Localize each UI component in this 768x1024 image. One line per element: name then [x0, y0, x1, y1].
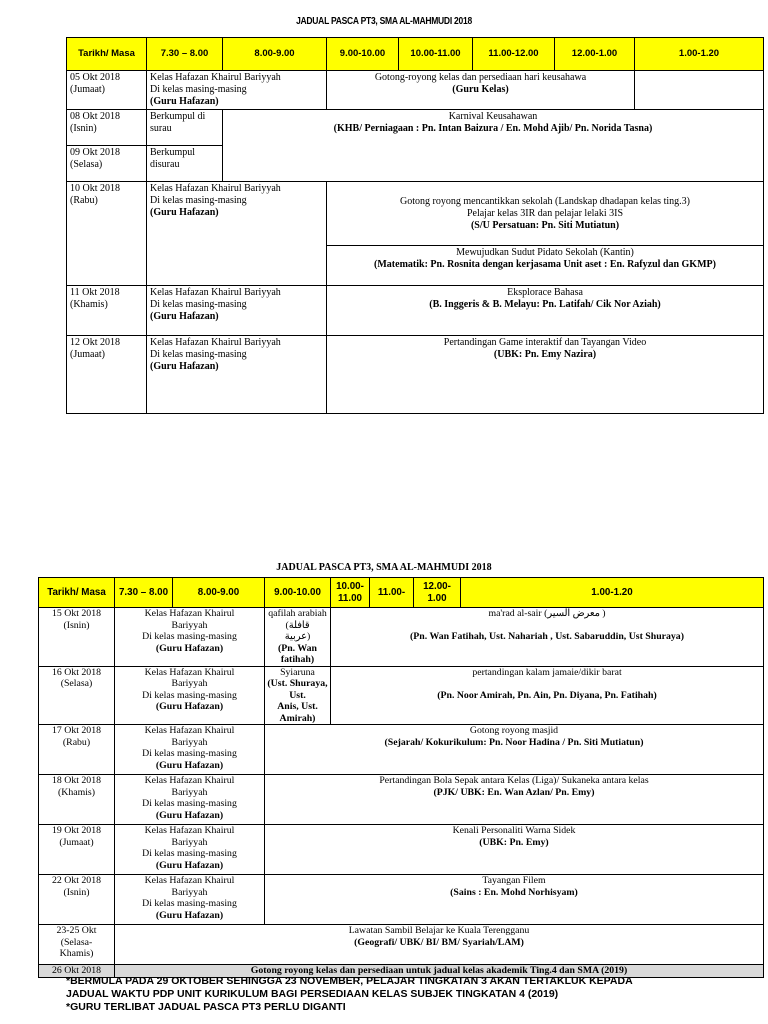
activity-cell	[327, 246, 764, 286]
activity-text: Karnival Keusahawan	[448, 111, 538, 122]
table-row	[39, 875, 764, 925]
date-cell: 23-25 Okt (Selasa- Khamis)	[39, 925, 115, 965]
header-slot: 8.00-9.00	[173, 578, 265, 608]
activity-cell: Berkumpul di surau	[147, 110, 223, 146]
activity-cell	[115, 725, 265, 775]
footnote-line: *BERMULA PADA 29 OKTOBER SEHINGGA 23 NOVEMBER, PELAJAR TINGKATAN 3 AKAN TERTAKLUK KEPADA	[66, 975, 633, 987]
activity-teacher: (PJK/ UBK: En. Wan Azlan/ Pn. Emy)	[433, 786, 595, 798]
date-cell: 11 Okt 2018 (Khamis)	[67, 286, 147, 336]
header-row	[39, 578, 764, 608]
activity-text: Lawatan Sambil Belajar ke Kuala Terengganu	[348, 925, 530, 936]
activity-teacher: (UBK: Pn. Emy Nazira)	[493, 349, 597, 360]
activity-cell	[327, 286, 764, 336]
date-cell: 12 Okt 2018 (Jumaat)	[67, 336, 147, 414]
activity-cell	[327, 336, 764, 414]
footnote	[66, 975, 726, 1014]
activity-text: Kelas Hafazan Khairul Bariyyah Di kelas masing-masing	[150, 72, 281, 95]
header-slot: 1.00-1.20	[461, 578, 764, 608]
activity-cell: Berkumpul disurau	[147, 146, 223, 182]
activity-teacher: (Matematik: Pn. Rosnita dengan kerjasama Unit aset : En. Rafyzul dan GKMP)	[374, 259, 716, 270]
activity-teacher: (Guru Hafazan)	[150, 207, 219, 218]
activity-text: Syiaruna	[280, 666, 315, 678]
activity-teacher: (S/U Persatuan: Pn. Siti Mutiatun)	[470, 219, 620, 231]
activity-teacher: (Pn. Wan fatihah)	[277, 642, 318, 665]
activity-teacher: (Geografi/ UBK/ BI/ BM/ Syariah/LAM)	[354, 936, 524, 948]
activity-text: pertandingan kalam jamaie/dikir barat	[472, 666, 622, 678]
table-row	[39, 775, 764, 825]
activity-text: Kelas Hafazan Khairul Bariyyah Di kelas masing-masing	[150, 183, 281, 206]
header-slot: 11.00-12.00	[473, 38, 555, 71]
header-slot: 7.30 – 8.00	[115, 578, 173, 608]
date-cell: 15 Okt 2018 (Isnin)	[39, 608, 115, 667]
footnote-line: *GURU TERLIBAT JADUAL PASCA PT3 PERLU DIGANTI	[66, 1001, 346, 1013]
header-slot: 12.00-1.00	[555, 38, 635, 71]
table-row	[67, 110, 764, 146]
header-slot: 8.00-9.00	[223, 38, 327, 71]
header-slot: 12.00- 1.00	[414, 578, 461, 608]
activity-cell	[265, 875, 764, 925]
activity-text: Gotong royong mencantikkan sekolah (Landskap dhadapan kelas ting.3) Pelajar kelas 3IR dan pelajar lelaki 3IS	[400, 195, 690, 219]
activity-text: Kelas Hafazan Khairul Bariyyah Di kelas masing-masing	[142, 608, 237, 642]
activity-text: Kelas Hafazan Khairul Bariyyah Di kelas masing-masing	[142, 825, 237, 859]
header-slot: 1.00-1.20	[635, 38, 764, 71]
activity-teacher: (KHB/ Perniagaan : Pn. Intan Baizura / En. Mohd Ajib/ Pn. Norida Tasna)	[333, 123, 653, 134]
table-row	[67, 71, 764, 110]
activity-cell	[115, 825, 265, 875]
activity-text: Gotong-royong kelas dan persediaan hari keusahawa	[374, 72, 587, 83]
header-slot: 9.00-10.00	[327, 38, 399, 71]
activity-teacher: (B. Inggeris & B. Melayu: Pn. Latifah/ Cik Nor Aziah)	[429, 299, 661, 310]
activity-text: ma'rad al-sair (معرض السير )	[488, 608, 606, 619]
table-row	[39, 825, 764, 875]
activity-teacher: Gotong royong kelas dan persediaan untuk jadual kelas akademik Ting.4 dan SMA (2019)	[250, 965, 628, 976]
activity-text: Kelas Hafazan Khairul Bariyyah Di kelas masing-masing	[150, 337, 281, 360]
table-row	[39, 925, 764, 965]
table-row	[39, 725, 764, 775]
activity-text: Eksplorace Bahasa	[507, 287, 583, 298]
header-date: Tarikh/ Masa	[39, 578, 115, 608]
activity-cell	[331, 608, 764, 667]
table-row	[39, 608, 764, 667]
header-row	[67, 38, 764, 71]
header-slot: 10.00- 11.00	[331, 578, 370, 608]
table-row	[67, 182, 764, 246]
activity-cell	[115, 775, 265, 825]
activity-teacher: (Guru Hafazan)	[155, 809, 224, 821]
activity-cell	[265, 825, 764, 875]
activity-teacher: (Guru Hafazan)	[155, 909, 224, 921]
date-cell: 22 Okt 2018 (Isnin)	[39, 875, 115, 925]
activity-teacher: (Guru Kelas)	[452, 84, 509, 95]
activity-teacher: (Guru Hafazan)	[150, 96, 219, 107]
schedule-table-1	[66, 37, 764, 414]
footnote-line: JADUAL WAKTU PDP UNIT KURIKULUM BAGI PERSEDIAAN KELAS SUBJEK TINGKATAN 4 (2019)	[66, 988, 559, 1000]
activity-teacher: (Guru Hafazan)	[150, 361, 219, 372]
activity-text: Tayangan Filem	[482, 875, 546, 886]
schedule-table-2	[38, 577, 764, 978]
table1-title: JADUAL PASCA PT3, SMA AL-MAHMUDI 2018	[296, 16, 472, 27]
activity-cell	[265, 666, 331, 725]
activity-cell	[115, 666, 265, 725]
activity-text: Mewujudkan Sudut Pidato Sekolah (Kantin)	[456, 247, 634, 258]
empty-cell	[635, 71, 764, 110]
date-cell: 08 Okt 2018 (Isnin)	[67, 110, 147, 146]
header-date: Tarikh/ Masa	[67, 38, 147, 71]
activity-cell	[265, 775, 764, 825]
activity-teacher: (Guru Hafazan)	[155, 859, 224, 871]
activity-teacher: (Pn. Noor Amirah, Pn. Ain, Pn. Diyana, Pn. Fatihah)	[437, 689, 657, 701]
date-cell: 05 Okt 2018 (Jumaat)	[67, 71, 147, 110]
date-cell: 16 Okt 2018 (Selasa)	[39, 666, 115, 725]
activity-cell	[147, 182, 327, 286]
date-cell: 09 Okt 2018 (Selasa)	[67, 146, 147, 182]
date-cell: 18 Okt 2018 (Khamis)	[39, 775, 115, 825]
date-cell: 17 Okt 2018 (Rabu)	[39, 725, 115, 775]
activity-teacher: (Sejarah/ Kokurikulum: Pn. Noor Hadina / Pn. Siti Mutiatun)	[384, 736, 644, 748]
activity-cell	[223, 110, 764, 182]
table-row	[67, 336, 764, 414]
activity-text: Kelas Hafazan Khairul Bariyyah Di kelas masing-masing	[142, 666, 237, 701]
activity-cell	[327, 182, 764, 246]
activity-text: Kelas Hafazan Khairul Bariyyah Di kelas masing-masing	[142, 875, 237, 909]
activity-cell	[147, 336, 327, 414]
activity-teacher: (Guru Hafazan)	[150, 311, 219, 322]
table-row	[67, 286, 764, 336]
activity-teacher: (Guru Hafazan)	[155, 701, 224, 712]
activity-text: Kelas Hafazan Khairul Bariyyah Di kelas masing-masing	[142, 725, 237, 759]
activity-cell	[115, 875, 265, 925]
activity-text: Kelas Hafazan Khairul Bariyyah Di kelas masing-masing	[142, 775, 237, 809]
header-slot: 7.30 – 8.00	[147, 38, 223, 71]
activity-cell	[115, 608, 265, 667]
header-slot: 10.00-11.00	[399, 38, 473, 71]
activity-teacher: (Ust. Shuraya, Ust. Anis, Ust. Amirah)	[267, 678, 328, 724]
date-cell: 10 Okt 2018 (Rabu)	[67, 182, 147, 286]
activity-cell	[331, 666, 764, 725]
activity-cell	[115, 925, 764, 965]
activity-text: Gotong royong masjid	[469, 725, 559, 736]
activity-cell	[147, 286, 327, 336]
activity-cell	[147, 71, 327, 110]
activity-cell	[265, 725, 764, 775]
header-slot: 11.00-	[370, 578, 414, 608]
activity-text: Kenali Personaliti Warna Sidek	[452, 825, 576, 836]
activity-teacher: (Guru Hafazan)	[155, 759, 224, 771]
activity-text: Kelas Hafazan Khairul Bariyyah Di kelas masing-masing	[150, 287, 281, 310]
table-row	[39, 666, 764, 725]
activity-teacher: (Pn. Wan Fatihah, Ust. Nahariah , Ust. Sabaruddin, Ust Shuraya)	[410, 631, 684, 642]
activity-text: Pertandingan Game interaktif dan Tayangan Video	[443, 337, 647, 348]
table2-title: JADUAL PASCA PT3, SMA AL-MAHMUDI 2018	[276, 562, 492, 573]
date-cell: 26 Okt 2018	[39, 965, 115, 978]
activity-teacher: (Guru Hafazan)	[155, 642, 224, 654]
activity-text: Pertandingan Bola Sepak antara Kelas (Liga)/ Sukaneka antara kelas	[379, 775, 649, 786]
activity-cell	[327, 71, 635, 110]
date-cell: 19 Okt 2018 (Jumaat)	[39, 825, 115, 875]
activity-teacher: (Sains : En. Mohd Norhisyam)	[450, 886, 578, 898]
activity-cell	[265, 608, 331, 667]
activity-teacher: (UBK: Pn. Emy)	[479, 836, 549, 848]
header-slot: 9.00-10.00	[265, 578, 331, 608]
activity-text: qafilah arabiah (قافلة عربية)	[268, 608, 327, 642]
